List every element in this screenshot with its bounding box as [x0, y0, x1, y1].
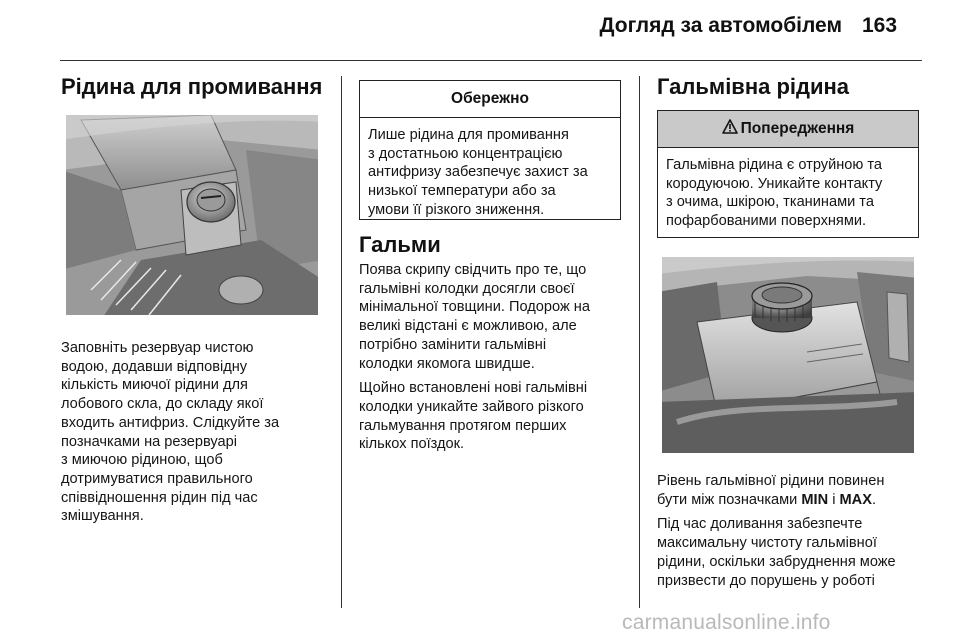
header-rule: [60, 60, 922, 61]
text-line: лобового скла, до складу якої: [61, 396, 264, 413]
text-fragment: бути між позначками: [657, 491, 802, 508]
brake-fluid-heading: Гальмівна рідина: [657, 74, 850, 99]
text-fragment: і: [828, 491, 840, 508]
text-line: Лише рідина для промивання: [368, 127, 569, 143]
text-line: Щойно встановлені нові гальмівні: [359, 380, 588, 397]
text-fragment: .: [871, 491, 877, 508]
text-line: низької температури або за: [368, 183, 556, 200]
brakes-paragraph-1: [359, 261, 631, 373]
brake-fluid-paragraph-1: [657, 472, 957, 509]
text-line: антифризу забезпечує захист за: [368, 164, 588, 181]
text-line: потрібно замінити гальмівні: [359, 336, 547, 353]
text-line: [657, 491, 957, 510]
page-number: 163: [862, 14, 898, 37]
text-line: співвідношення рідин під час: [61, 489, 258, 506]
brake-fluid-paragraph-2: [657, 515, 957, 590]
caution-box: [359, 80, 621, 220]
text-line: позначками на резервуарі: [61, 433, 238, 450]
text-line: гальмування протягом перших: [359, 417, 567, 434]
warning-box-text: [658, 148, 918, 237]
text-line: водою, додавши відповідну: [61, 358, 248, 375]
text-line: змішування.: [61, 508, 144, 525]
brakes-heading: Гальми: [359, 232, 441, 257]
column-divider-1: [341, 76, 342, 608]
washer-fluid-paragraph: [61, 339, 331, 526]
washer-reservoir-illustration: [61, 110, 323, 320]
text-line: максимальну чистоту гальмівної: [657, 535, 877, 552]
caution-box-title: Обережно: [360, 81, 620, 118]
text-line: колодки уникайте зайвого різкого: [359, 398, 584, 415]
text-line: кородуючою. Уникайте контакту: [666, 175, 883, 192]
warning-box: [657, 110, 919, 238]
column-divider-2: [639, 76, 640, 608]
warning-box-title: Попередження: [740, 120, 855, 137]
max-mark-label: MAX: [839, 491, 872, 508]
text-line: рідини, оскільки забруднення може: [657, 553, 896, 570]
text-line: Під час доливання забезпечте: [657, 516, 863, 533]
text-line: з миючою рідиною, щоб: [61, 452, 223, 469]
running-header-title: Догляд за автомобілем: [599, 14, 842, 37]
text-line: умови її різкого зниження.: [368, 201, 545, 218]
caution-box-text: [360, 118, 620, 226]
text-line: гальмівні колодки досягли своєї: [359, 280, 575, 297]
text-line: з очима, шкірою, тканинами та: [666, 194, 874, 211]
text-line: колодки якомога швидше.: [359, 355, 535, 372]
text-line: кількох поїздок.: [359, 436, 465, 453]
text-line: мінімальної товщини. Подорож на: [359, 299, 590, 316]
text-line: пофарбованими поверхнями.: [666, 213, 867, 230]
text-line: призвести до порушень у роботі: [657, 572, 875, 589]
text-line: Заповніть резервуар чистою: [61, 340, 254, 356]
watermark-text: carmanualsonline.info: [622, 611, 831, 634]
text-line: кількість миючої рідини для: [61, 377, 248, 394]
text-line: великі відстані є можливою, але: [359, 318, 577, 335]
washer-fluid-heading: Рідина для промивання: [61, 74, 323, 99]
text-line: Поява скрипу свідчить про те, що: [359, 262, 587, 278]
brakes-paragraph-2: [359, 379, 631, 454]
min-mark-label: MIN: [801, 491, 829, 508]
brakes-text: [359, 261, 631, 460]
warning-triangle-icon: [722, 119, 738, 134]
warning-box-header: [658, 111, 918, 148]
text-line: входить антифриз. Слідкуйте за: [61, 414, 280, 431]
brake-fluid-text: [657, 472, 957, 596]
text-line: Гальмівна рідина є отруйною та: [666, 157, 883, 173]
brake-fluid-reservoir-illustration: [657, 252, 919, 458]
text-line: Рівень гальмівної рідини повинен: [657, 473, 885, 489]
text-line: з достатньою концентрацією: [368, 145, 563, 162]
text-line: дотримуватися правильного: [61, 470, 253, 487]
